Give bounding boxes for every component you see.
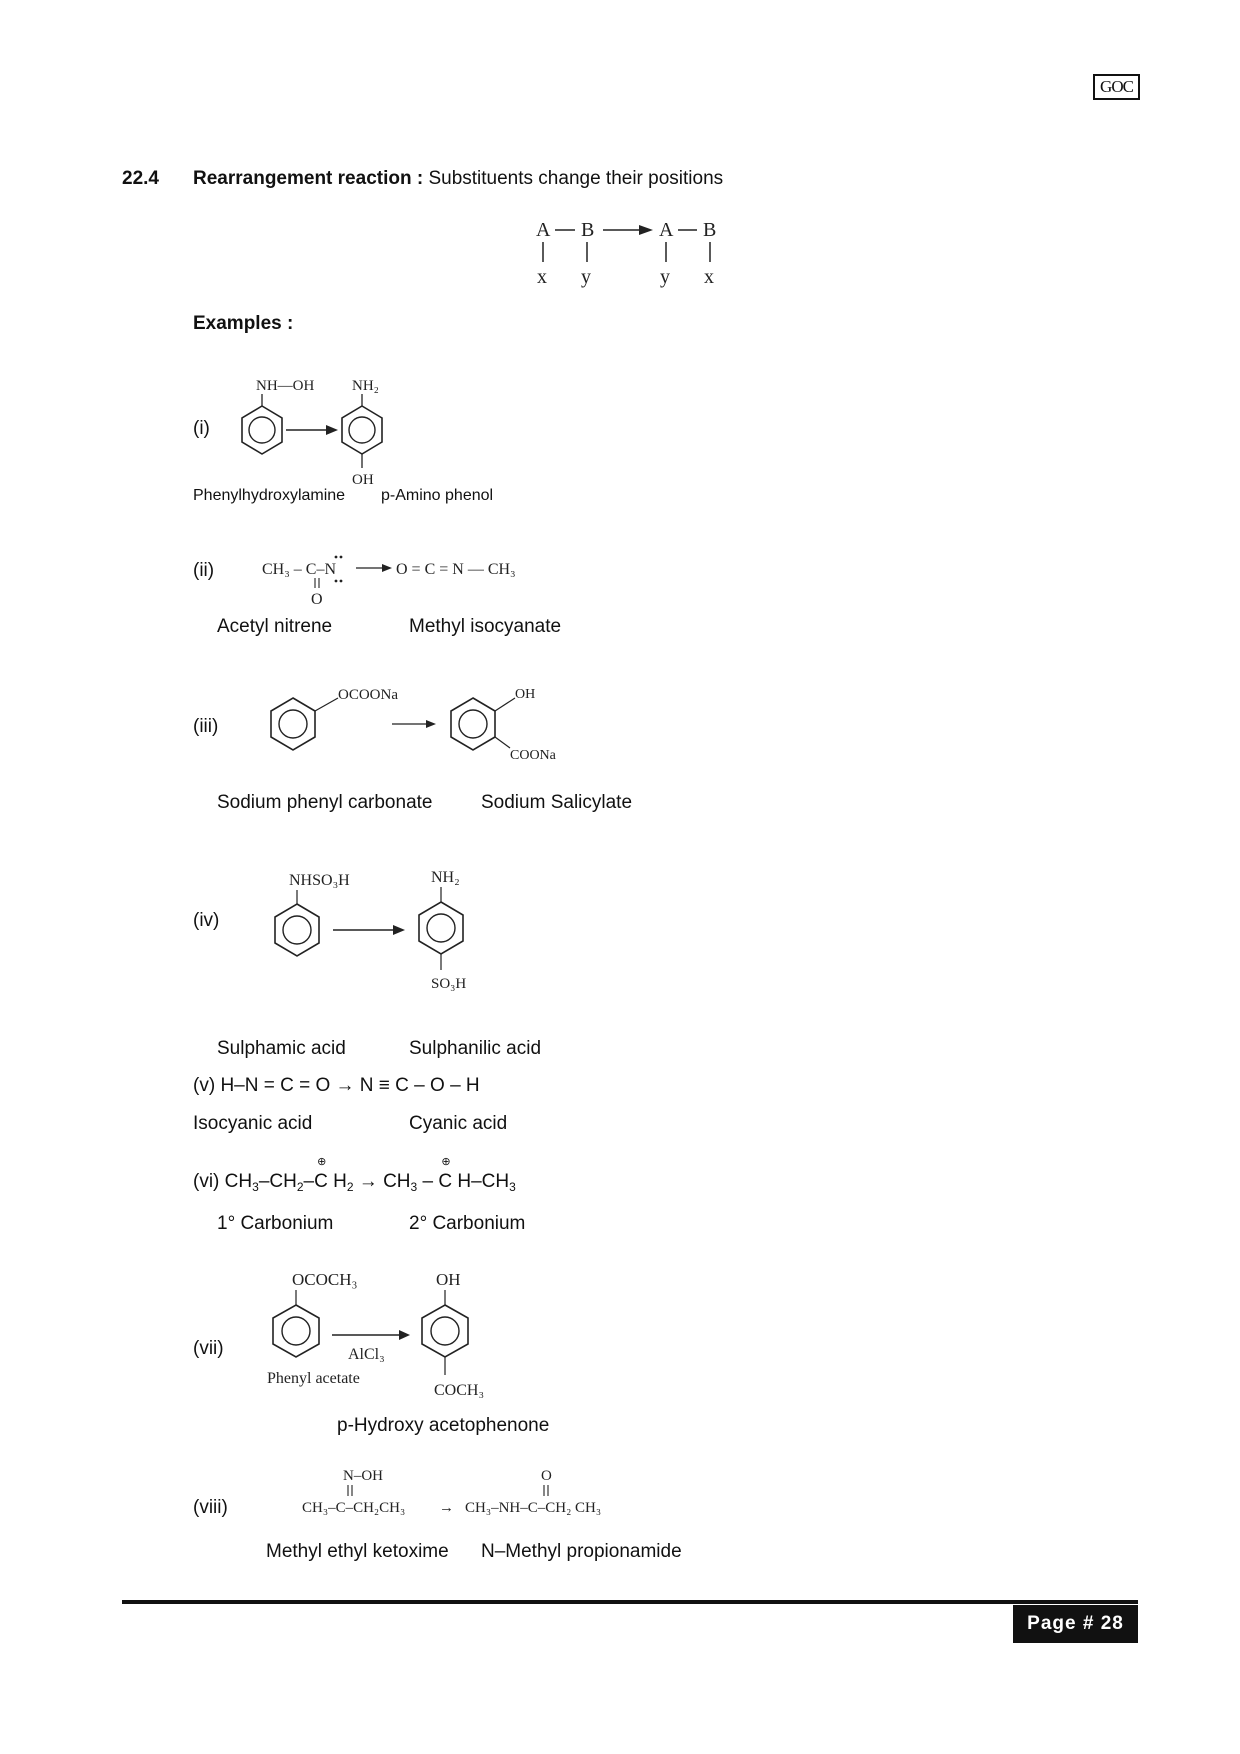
section-title-rest: Substituents change their positions [423, 168, 724, 189]
benzene-ring [271, 698, 315, 750]
example-vii-structure [262, 1265, 522, 1415]
example-iv-product-bottom: SO₃H [431, 976, 467, 992]
section-number: 22.4 [122, 168, 159, 189]
example-vii-product-bottom: COCH₃ [434, 1382, 485, 1399]
benzene-ring [451, 698, 495, 750]
page-number: Page # 28 [1013, 1605, 1138, 1643]
example-iv-name-right: Sulphanilic acid [409, 1038, 542, 1059]
example-vii-catalyst: AlCl₃ [348, 1346, 385, 1363]
example-i-reactant-group: NH—OH [256, 378, 315, 394]
benzene-ring [419, 902, 463, 954]
example-vii-product-name: p-Hydroxy acetophenone [337, 1415, 550, 1436]
example-viii-oxime-group: N–OH [343, 1468, 383, 1484]
benzene-ring [242, 406, 282, 454]
example-ii-name-left: Acetyl nitrene [217, 616, 333, 637]
example-vii-reactant-name: Phenyl acetate [267, 1370, 360, 1387]
benzene-ring [422, 1305, 468, 1357]
example-ii-carbonyl-o: O [311, 591, 323, 608]
scheme-a-right: A [659, 219, 674, 241]
example-v-line [193, 1075, 480, 1097]
scheme-b-left: B [581, 219, 595, 241]
example-viii-structure [300, 1462, 650, 1522]
example-viii-right-formula: CH₃–NH–C–CH₂ CH₃ [465, 1500, 602, 1516]
example-v-name-left: Isocyanic acid [193, 1113, 313, 1134]
example-i-structure [230, 372, 410, 497]
example-iii-product-oh: OH [515, 687, 536, 702]
footer-rule [122, 1600, 1138, 1604]
example-iii-reactant-group: OCOONa [338, 687, 398, 703]
section-title-bold: Rearrangement reaction : [193, 168, 424, 189]
scheme-b-right: B [703, 219, 717, 241]
example-i-name-right: p-Amino phenol [381, 487, 494, 504]
benzene-ring [273, 1305, 319, 1357]
example-iv-structure [265, 862, 495, 1002]
scheme-a-left: A [536, 219, 551, 241]
scheme-y-left: y [581, 266, 591, 288]
example-viii-left-formula: CH₃–C–CH₂CH₃ [302, 1500, 406, 1516]
example-vii-reactant-group: OCOCH₃ [292, 1270, 358, 1289]
example-iv-name-left: Sulphamic acid [217, 1038, 346, 1059]
example-iv-product-top: NH₂ [431, 869, 460, 886]
example-vii-product-top: OH [436, 1270, 461, 1289]
example-iii-number: (iii) [193, 716, 219, 737]
example-ii-left-formula: CH₃ – C–N [262, 561, 337, 578]
example-i-number: (i) [193, 418, 210, 439]
topic-badge: GOC [1093, 74, 1140, 100]
section-title [193, 168, 723, 190]
example-v-equation: H–N = C = O → N ≡ C – O – H [220, 1075, 480, 1096]
example-vi-equation: (vi) $CH_3-CH_2-C$ ⊕ $H_2 \to CH_3 - C$ ⊕ $H-CH_3$ [193, 1156, 516, 1194]
benzene-ring [342, 406, 382, 454]
example-i-product-top: NH₂ [352, 378, 379, 394]
example-viii-name-right: N–Methyl propionamide [481, 1541, 682, 1562]
example-viii-name-left: Methyl ethyl ketoxime [266, 1541, 449, 1562]
benzene-ring [275, 904, 319, 956]
example-ii-name-right: Methyl isocyanate [409, 616, 562, 637]
general-scheme [525, 210, 745, 290]
example-i-name-left: Phenylhydroxylamine [193, 487, 346, 504]
examples-heading: Examples : [193, 313, 294, 334]
scheme-x-left: x [537, 266, 547, 288]
example-v-name-right: Cyanic acid [409, 1113, 508, 1134]
example-ii-right-formula: O = C = N — CH₃ [396, 561, 516, 578]
example-iii-product-coona: COONa [510, 748, 556, 763]
example-vii-number: (vii) [193, 1338, 224, 1359]
example-ii-structure [260, 548, 540, 608]
scheme-x-right: x [704, 266, 714, 288]
example-ii-number: (ii) [193, 560, 215, 581]
example-v-number: (v) [193, 1075, 216, 1096]
example-iii-name-left: Sodium phenyl carbonate [217, 792, 433, 813]
example-vi-name-left: 1° Carbonium [217, 1213, 334, 1234]
example-iii-name-right: Sodium Salicylate [481, 792, 633, 813]
example-i-product-bottom: OH [352, 472, 374, 488]
example-viii-arrow: → [439, 1500, 454, 1516]
example-iv-reactant-group: NHSO₃H [289, 872, 350, 889]
example-vi-name-right: 2° Carbonium [409, 1213, 526, 1234]
example-iii-structure [260, 676, 590, 776]
example-viii-amide-o: O [541, 1468, 552, 1484]
example-iv-number: (iv) [193, 910, 220, 931]
scheme-y-right: y [660, 266, 670, 288]
example-viii-number: (viii) [193, 1497, 228, 1518]
example-vi-number: (vi) [193, 1171, 220, 1192]
